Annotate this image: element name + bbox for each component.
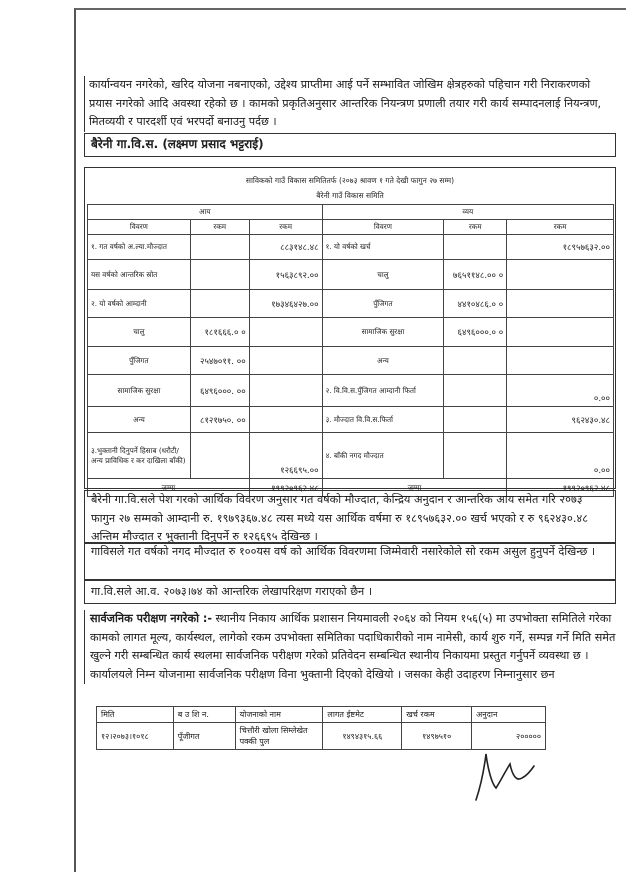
expense-label: अन्य [322,347,444,375]
table-row [88,318,614,347]
income-label: चालु [88,318,191,347]
income-label: पुँजिगत [88,347,191,375]
table-row [88,347,614,375]
header-estimate: लागत ईष्टमेट [323,707,402,723]
expense-amount [444,347,507,375]
income-subtotal: १७३४६४२७.०० [249,290,322,318]
expense-total-label: जम्मा [322,479,507,497]
project-table [96,706,546,750]
income-subtotal: १५६३८९२.०० [249,260,322,290]
section-heading: बैरेनी गा.वि.स. (लक्ष्मण प्रसाद भट्टराई) [84,133,616,157]
public-audit-text: स्थानीय निकाय आर्थिक प्रशासन नियमावली २०६४ को नियम १५६(५) मा उपभोक्ता समितिले गरेका कामको लागत मूल्य, कार्यस्थल, लागेको रकम उपभोक्ता समितिका पदाधिकारीको नाम नामेसी, कार्य शुरु गर्ने, सम्पन्न गर्ने मिति समेत खुल्ने गरी सम्बन्धित कार्य स्थलमा सार्वजनिक परीक्षण गरेको प्रतिवेदन सम्बन्धित स्थानीय निकायमा प्रस्तुत गर्नुपर्ने व्यवस्था छ । कार्यालयले निम्न योजनामा सार्वजनिक परीक्षण विना भुक्तानी दिएको देखियो । जसका केही उदाहरण निम्नानुसार छन [90,612,616,681]
public-audit-paragraph [84,610,616,684]
header-budget-code: ब उ शि न. [173,707,235,723]
table-row [88,260,614,290]
income-subtotal [249,375,322,407]
table-row [88,235,614,260]
table-row [88,375,614,407]
expense-header: व्यय [322,205,613,220]
expense-amount [444,433,507,479]
income-header: आय [88,205,323,220]
income-amount: २५४७०११. ०० [190,347,249,375]
income-col-amount: रकम [190,220,249,235]
income-amount [190,260,249,290]
income-subtotal [249,347,322,375]
expense-amount [444,235,507,260]
expense-label: चालु [322,260,444,290]
income-amount: ६४९६०००. ०० [190,375,249,407]
income-amount [190,235,249,260]
financial-statement [84,167,616,494]
header-grant: अनुदान [472,707,546,723]
expense-label: पुँजिगत [322,290,444,318]
expense-amount: ४४१०४८६.० ० [444,290,507,318]
expense-label: ४. बाँकी नगद मौज्दात [322,433,444,479]
expense-subtotal: ९६२४३०.४८ [507,407,614,433]
cell-project-name: चित्तौरी खोला सिम्लेखेत पक्की पुल [235,723,323,750]
statement-title: साविकको गाउँ विकास समितितर्फ (२०७३ श्रावण १ गते देखी फागुन २७ सम्म) [245,176,455,185]
table-row [97,723,546,750]
income-amount [190,290,249,318]
table-row [88,407,614,433]
expense-subtotal [507,347,614,375]
income-label: १. गत वर्षको अ.ल्या.मौज्दात [88,235,191,260]
income-amount: ८१२१७५०. ०० [190,407,249,433]
expense-total: १९९२०९६२.४८ [507,479,614,497]
handwritten-signature [470,748,540,808]
income-amount: १८१६६६.० ० [190,318,249,347]
finding-cash-balance: गाविसले गत वर्षको नगद मौज्दात रु १००यस वर्ष को आर्थिक विवरणमा जिम्मेवारी नसारेकोले सो रकम असुल हुनुपर्ने देखिन्छ । [84,542,616,580]
income-label: यस वर्षको आन्तरिक स्रोत [88,260,191,290]
expense-subtotal [507,318,614,347]
income-subtotal [249,318,322,347]
expense-label: ३. मौज्दात वि.वि.स.फिर्ता [322,407,444,433]
expense-subtotal [507,260,614,290]
income-col-desc: विवरण [88,220,191,235]
income-total-label: जम्मा [88,479,250,497]
public-audit-heading: सार्वजनिक परीक्षण नगरेको :- [90,612,212,625]
expense-label: सामाजिक सुरक्षा [322,318,444,347]
statement-subtitle: बैरेनी गाउँ विकास समिति [316,191,384,200]
table-row [88,433,614,479]
cell-expense: १४९७५१० [402,723,472,750]
expense-subtotal [507,290,614,318]
income-label: अन्य [88,407,191,433]
cell-grant: २००००० [472,723,546,750]
expense-label: १. यो वर्षको खर्च [322,235,444,260]
expense-subtotal: १८९५७६३२.०० [507,235,614,260]
table-header-row [97,707,546,723]
income-label: २. यो वर्षको आम्दानी [88,290,191,318]
expense-label: २. वि.वि.स.पुँजिगत आम्दानी फिर्ता [322,375,444,407]
income-label: सामाजिक सुरक्षा [88,375,191,407]
income-subtotal: १२६६९५.०० [249,433,322,479]
income-label: ३.भुक्तानी दिनुपर्ने हिसाब (धरौटी/अन्य प्राविधिक र कर दाखिला बाँकी) [88,433,191,479]
intro-paragraph: कार्यान्वयन नगरेको, खरिद योजना नबनाएको, उद्देश्य प्राप्तीमा आई पर्ने सम्भावित जोखिम क्षेत्रहरुको पहिचान गरी निराकरणको प्रयास नगरेको आदि अवस्था रहेको छ । कामको प्रकृतिअनुसार आन्तरिक नियन्त्रण प्रणाली तयार गरी कार्य सम्पादनलाई नियन्त्रण, मितव्ययी र पारदर्शी एवं भरपर्दो बनाउनु पर्दछ । [84,76,616,132]
finding-balance-summary: बैरेनी गा.वि.सले पेश गरको आर्थिक विवरण अनुसार गत वर्षको मौज्दात, केन्द्रिय अनुदान र आन्तरिक आय समेत गरि २०७३ फागुन २७ सम्मको आम्दानी रु. १९७९३६७.४८ त्यस मध्ये यस आर्थिक वर्षमा रु १८९५७६३२.०० खर्च भएको र रु ९६२४३०.४८ अन्तिम मौज्दात र भुक्तानी दिनुपर्ने रु १२६६९५ देखिन्छ । [84,490,616,544]
expense-amount [444,407,507,433]
header-date: मिति [97,707,174,723]
income-subtotal: ८८३१४८.४८ [249,235,322,260]
income-amount [190,433,249,479]
expense-subtotal: ०.०० [507,375,614,407]
income-subtotal [249,407,322,433]
cell-date: १२।२०७३।१०१८ [97,723,174,750]
cell-estimate: १४९४३१५.६६ [323,723,402,750]
expense-amount: ६४९६०००.० ० [444,318,507,347]
expense-col-desc: विवरण [322,220,444,235]
expense-amount [444,375,507,407]
cell-budget-code: पूँजीगत [173,723,235,750]
table-row [88,290,614,318]
header-project-name: योजनाको नाम [235,707,323,723]
income-expense-table [87,204,614,497]
header-expense: खर्च रकम [402,707,472,723]
finding-internal-audit: गा.वि.सले आ.व. २०७३।७४ को आन्तरिक लेखापरिक्षण गराएको छैन । [84,580,616,604]
income-total: १९९२०९६२.४८ [249,479,322,497]
expense-amount: ७६५११४८.०० ० [444,260,507,290]
expense-col-amount-2: रकम [507,220,614,235]
income-col-amount-2: रकम [249,220,322,235]
expense-col-amount: रकम [444,220,507,235]
expense-subtotal: ०.०० [507,433,614,479]
